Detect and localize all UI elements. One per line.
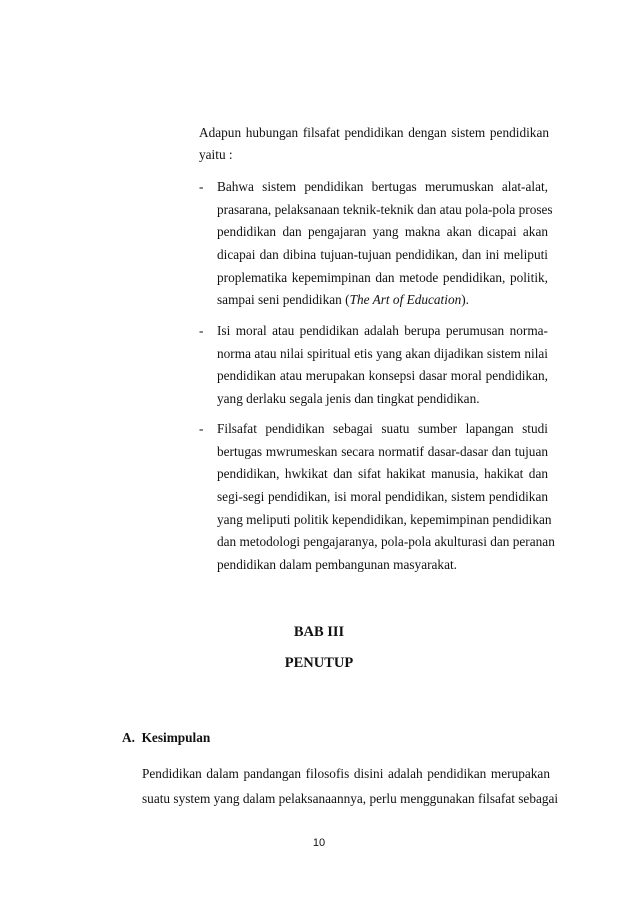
conclusion-paragraph [142,761,559,811]
bullet-text [217,176,553,312]
bullet-line: norma atau nilai spiritual etis yang akan dijadikan sistem nilai [217,345,548,361]
bullet-line: yang meliputi politik kependidikan, kepemimpinan pendidikan [217,511,552,527]
bullet-text [217,320,548,411]
intro-line: Adapun hubungan filsafat pendidikan dengan sistem pendidikan [199,125,549,140]
bullet-line-suffix: ). [461,292,470,308]
bullet-line: Isi moral atau pendidikan adalah berupa perumusan norma- [217,323,548,338]
bullet-line: pendidikan, hwkikat dan sifat hakikat manusia, hakikat dan [217,466,548,482]
bullet-dash: - [199,179,204,194]
conclusion-line: suatu system yang dalam pelaksanaannya, perlu menggunakan filsafat sebagai [142,791,559,806]
chapter-title: PENUTUP [284,655,354,671]
intro-paragraph [199,122,549,166]
bullet-dash: - [199,421,204,436]
bullet-line: Bahwa sistem pendidikan bertugas merumuskan alat-alat, [217,179,548,194]
bullet-line: pendidikan atau merupakan konsepsi dasar moral pendidikan, [217,368,548,384]
bullet-line: bertugas mwrumeskan secara normatif dasar-dasar dan tujuan [217,443,548,459]
bullet-dash: - [199,323,204,338]
conclusion-line: Pendidikan dalam pandangan filosofis disini adalah pendidikan merupakan [142,766,550,781]
bullet-line: yang derlaku segala jenis dan tingkat pendidikan. [217,391,480,407]
bullet-line: pendidikan dan pengajaran yang makna akan dicapai akan [217,224,548,240]
bullet-line: dan metodologi pengajaranya, pola-pola akulturasi dan peranan [217,534,555,550]
intro-line: yaitu : [199,147,233,162]
page-number: 10 [312,837,326,849]
italic-title: The Art of Education [349,292,462,308]
bullet-line: pendidikan dalam pembangunan masyarakat. [217,557,457,573]
bullet-line [217,289,548,312]
bullet-line: proplematika kepemimpinan dan metode pendidikan, politik, [217,269,548,285]
section-heading: A. Kesimpulan [122,730,211,745]
bullet-line: segi-segi pendidikan, isi moral pendidikan, sistem pendidikan [217,489,548,505]
bullet-line: dicapai dan dibina tujuan-tujuan pendidikan, dan ini meliputi [217,247,548,263]
bullet-line: Filsafat pendidikan sebagai suatu sumber lapangan studi [217,421,548,436]
bullet-text [217,418,555,577]
chapter-number: BAB III [293,624,345,640]
bullet-line: prasarana, pelaksanaan teknik-teknik dan atau pola-pola proses [217,201,553,217]
bullet-line-prefix: sampai seni pendidikan ( [217,292,350,308]
